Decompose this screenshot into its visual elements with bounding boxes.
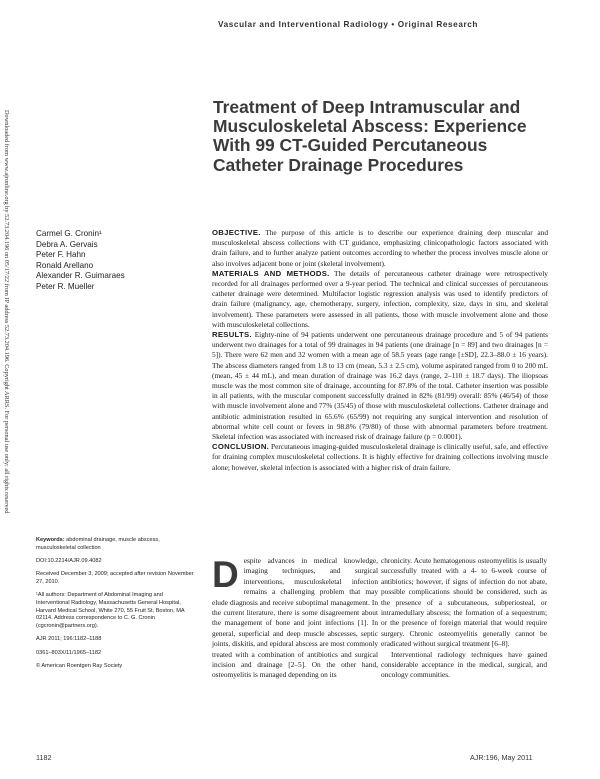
abstract-objective [212, 228, 548, 269]
download-notice [2, 110, 12, 670]
doi: DOI:10.2214/AJR.09.4082 [36, 558, 102, 564]
received-dates: Received December 3, 2009; accepted after revision November 27, 2010. [36, 571, 194, 585]
article-title: Treatment of Deep Intramuscular and Musculoskeletal Abscess: Experience With 99 CT-Guided Percutaneous Catheter Drainage Procedures [213, 97, 527, 175]
citation: AJR 2011; 196:1182–1188 [36, 636, 102, 643]
abstract-results [212, 330, 548, 442]
results-text: Eighty-nine of 94 patients underwent one percutaneous drainage procedure and 5 of 94 patients underwent two drainages for a total of 99 drainages in 94 patients (one drainage [n = 89] and two drainages [n = 5]). There were 62 men and 32 women with a mean age of 58.5 years (age range [±SD], 22.3–88.0 ± 16 years). The abscess diameters ranged from 1.8 to 13 cm (mean, 5.3 ± 2.5 cm), volume aspirated ranged from 0 to 200 mL (mean, 45 ± 44 mL), and mean duration of drainage was 16.2 days (range, 2–110 ± 18.7 days). The iliopsoas muscle was the most common site of drainage, accounting for 87.8% of the total. Catheter insertion was possible in all patients, with the muscular component successfully drained in 82% (81/99) overall: 85% (46/54) of those with muscle involvement alone and 77% (35/45) of those with musculoskeletal collections. Catheter drainage and antibiotic administration resulted in 65.6% (65/99) not requiring any surgical intervention and resolution of abnormal white cell count or fevers in 98.8% (79/80) of those with abnormal parameters before treatment. Skeletal infection was associated with increased risk of drainage failure (p = 0.0001). [212, 330, 548, 442]
body-paragraph: Interventional radiology techniques have gained considerable acceptance in the medical, surgical, and oncology communities. [381, 649, 547, 680]
drop-cap: D [212, 554, 239, 595]
issn: 0361–803X/11/1965–1182 [36, 649, 102, 656]
objective-text: The purpose of this article is to describe our experience draining deep muscular and musculoskeletal abscess collections with CT guidance, emphasizing clinicopathologic factors associated with drain failure, and to further analyze patient outcomes according to whether the process involves muscle alone or also involves adjacent bone or joint (skeletal involvement). [212, 228, 548, 268]
article-metadata [36, 537, 196, 676]
keywords [36, 537, 196, 552]
affiliation: ¹All authors: Department of Abdominal Imaging and Interventional Radiology, Massachusetts General Hospital, Harvard Medical School, White 270, 55 Fruit St, Boston, MA 02114. Address correspondence to C. G. Cronin (cgcronin@partners.org). [36, 592, 185, 630]
conclusion-text: Percutaneous imaging-guided musculoskeletal drainage is clinically useful, safe, and effective for draining complex musculoskeletal collections. It is highly effective for draining collections involving muscle alone; however, skeletal infection is associated with a higher risk of drain failure. [212, 442, 548, 472]
body-paragraph: espite advances in medical knowledge, imaging techniques, and surgical interventions, musculoskeletal infection remains a challenging problem that may elude diagnosis and receive suboptimal management. In the current literature, there is some disagreement about the management of bone and joint infections [1]. In general, superficial and deep muscle abscesses, septic joints, diskitis, and epidural abscess are most commonly treated with a combination of antibiotics and surgical incision and drainage [2–5]. On the other hand, osteomyelitis is managed depending on its [212, 556, 378, 680]
section-header: Vascular and Interventional Radiology • Original Research [218, 20, 479, 29]
results-label: RESULTS. [212, 330, 252, 340]
author-name: Peter R. Mueller [36, 281, 95, 291]
abstract-methods [212, 269, 548, 330]
copyright: © American Roentgen Ray Society [36, 663, 123, 669]
author-list [36, 229, 216, 293]
journal-footer: AJR:196, May 2011 [470, 753, 533, 762]
abstract [212, 228, 548, 473]
author-name: Alexander R. Guimaraes [36, 271, 125, 281]
methods-label: MATERIALS AND METHODS. [212, 268, 330, 278]
page-number: 1182 [36, 753, 52, 762]
objective-label: OBJECTIVE. [212, 228, 261, 237]
body-paragraph: chronicity. Acute hematogenous osteomyelitis is usually successfully treated with a 4- to 6-week course of antibiotics; however, if signs of infection do not abate, possible complications should be considered, such as the presence of a subcutaneous, subperiosteal, or intramedullary abscess; the formation of a sequestrum; or the presence of foreign material that would require surgery. Chronic osteomyelitis generally cannot be eradicated without surgical treatment [6–8]. [381, 556, 547, 649]
author-name: Ronald Arellano [36, 260, 94, 270]
keywords-text: abdominal drainage, muscle abscess, musculoskeletal collection [36, 537, 160, 551]
download-notice-text: Downloaded from www.ajronline.org by 52.73.204.196 on 05/17/22 from IP address 52.73.204.196. Copyright ARRS. For personal use only; all rights reserved [3, 110, 10, 514]
author-name: Peter F. Hahn [36, 250, 86, 260]
methods-text: The details of percutaneous catheter drainage were retrospectively recorded for all drainages performed over a 9-year period. The technical and clinical successes of percutaneous catheter drainage were determined. Multifactor logistic regression analysis was used to identify predictors of drain failure (malignancy, age, chemotherapy, surgery, infection, complexity, size, days in situ, and skeletal involvement). These parameters were assessed in all patients, those with muscle involvement alone and those with musculoskeletal collections. [212, 268, 548, 329]
author-name: Carmel G. Cronin¹ [36, 229, 102, 238]
keywords-label: Keywords: [36, 537, 65, 543]
conclusion-label: CONCLUSION. [212, 442, 270, 452]
body-column-right [381, 556, 547, 681]
abstract-conclusion [212, 442, 548, 473]
body-column-left [212, 556, 378, 681]
author-name: Debra A. Gervais [36, 239, 98, 249]
